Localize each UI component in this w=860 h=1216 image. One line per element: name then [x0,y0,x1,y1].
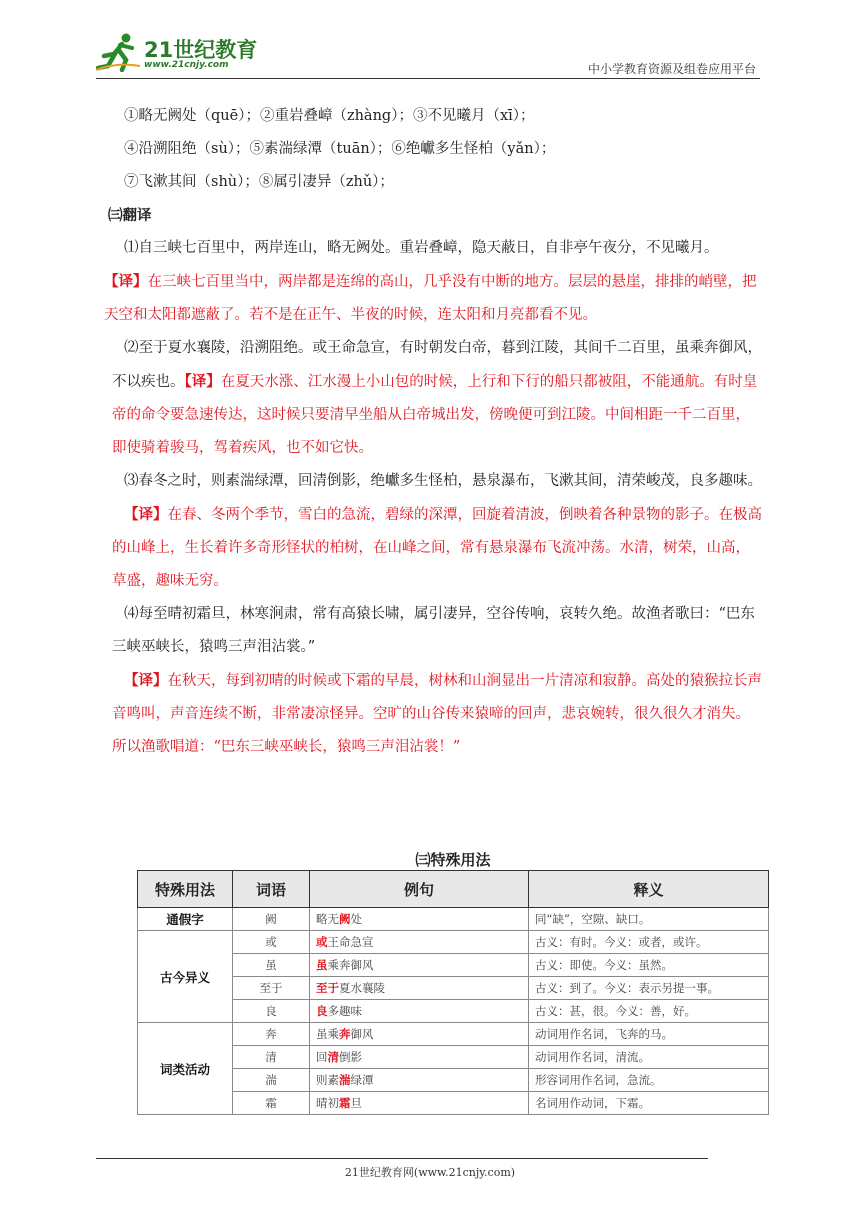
usage-meaning: 古义：即使。今义：虽然。 [529,954,769,977]
usage-word: 霜 [233,1092,310,1115]
pronunciation-line-1: ①略无阙处（quē）；②重岩叠嶂（zhàng）；③不见曦月（xī）； [124,108,535,124]
example-text: 旦 [350,1096,362,1110]
table-title: ㈢特殊用法 [415,851,491,869]
example-text: 处 [350,912,362,926]
usage-meaning: 古义：甚，很。今义：善，好。 [529,1000,769,1023]
logo-url: www.21cnjy.com [144,60,229,70]
example-text: 倒影 [339,1050,362,1064]
example-text: 晴初 [316,1096,339,1110]
example-text: 绿潭 [350,1073,374,1087]
usage-category: 通假字 [138,908,233,931]
usage-example [310,1046,529,1069]
usage-word: 奔 [233,1023,310,1046]
usage-example [310,1069,529,1092]
header-usage: 特殊用法 [138,871,233,908]
source-paragraph-1: ⑴自三峡七百里中，两岸连山，略无阙处。重岩叠嶂，隐天蔽日，自非亭午夜分，不见曦月。 [124,240,719,256]
usage-example [310,908,529,931]
translation-paragraph-4 [112,664,762,764]
section-heading-translation: ㈢翻译 [108,207,152,224]
special-usage-table [137,870,769,1115]
table-row [138,1046,769,1069]
usage-meaning: 动词用作名词，飞奔的马。 [529,1023,769,1046]
platform-label: 中小学教育资源及组卷应用平台 [587,62,756,76]
runner-logo-icon [96,32,142,72]
table-row [138,954,769,977]
usage-category: 词类活动 [138,1023,233,1115]
pronunciation-line-3: ⑦飞漱其间（shù）；⑧属引凄异（zhǔ）； [124,174,394,190]
usage-example [310,1092,529,1115]
example-highlight: 阙 [339,912,351,926]
source-paragraph-3: ⑶春冬之时，则素湍绿潭，回清倒影，绝巘多生怪柏，悬泉瀑布，飞漱其间，清荣峻茂，良多趣味。 [124,473,762,489]
translation-tag: 【译】 [124,672,168,689]
footer-divider [96,1158,708,1159]
translation-paragraph-1 [104,265,762,332]
table-row [138,977,769,1000]
translation-tag: 【译】 [124,506,168,523]
usage-word: 阙 [233,908,310,931]
usage-word: 虽 [233,954,310,977]
usage-meaning: 同“缺”，空隙、缺口。 [529,908,769,931]
usage-word: 清 [233,1046,310,1069]
logo-text: 21世纪教育 [144,38,258,62]
example-highlight: 清 [327,1050,339,1064]
example-text: 御风 [350,1027,374,1041]
source-paragraph-4: ⑷每至晴初霜旦，林寒涧肃，常有高猿长啸，属引凄异，空谷传响，哀转久绝。故渔者歌曰：“巴东三峡巫峡长，猿鸣三声泪沾裳。” [112,606,755,655]
example-highlight: 虽 [316,958,328,972]
usage-meaning: 名词用作动词，下霜。 [529,1092,769,1115]
usage-word: 至于 [233,977,310,1000]
document-body [104,100,762,764]
example-highlight: 至于 [316,981,339,995]
usage-example [310,931,529,954]
example-highlight: 奔 [339,1027,351,1041]
example-text: 则素 [316,1073,339,1087]
translation-tag: 【译】 [104,273,148,290]
table-header-row [138,871,769,908]
usage-example [310,977,529,1000]
logo [96,32,266,72]
translation-text: 在春、冬两个季节，雪白的急流，碧绿的深潭，回旋着清波，倒映着各种景物的影子。在极高的山峰上，生长着许多奇形怪状的柏树，在山峰之间，常有悬泉瀑布飞流冲荡。水清，树荣，山高，草盛，趣味无穷。 [112,507,762,589]
table-row [138,908,769,931]
usage-meaning: 形容词用作名词，急流。 [529,1069,769,1092]
source-text: ⑵至于夏水襄陵，沿溯阻绝。或王命急宣，有时朝发白帝，暮到江陵，其间千二百里，虽乘奔御风，不以疾也。 [112,340,762,390]
translation-text: 在三峡七百里当中，两岸都是连绵的高山，几乎没有中断的地方。层层的悬崖，排排的峭壁，把天空和太阳都遮蔽了。若不是在正午、半夜的时候，连太阳和月亮都看不见。 [104,274,757,323]
usage-meaning: 古义：到了。今义：表示另提一事。 [529,977,769,1000]
table-row [138,1023,769,1046]
usage-category: 古今异义 [138,931,233,1023]
page-footer: 21世纪教育网(www.21cnjy.com) [344,1166,516,1179]
source-paragraph-2 [112,332,762,465]
example-highlight: 湍 [339,1073,351,1087]
example-text: 多趣味 [327,1004,362,1018]
usage-meaning: 古义：有时。今义：或者，或许。 [529,931,769,954]
usage-example [310,1023,529,1046]
example-text: 虽乘 [316,1027,339,1041]
example-text: 王命急宣 [327,935,374,949]
usage-word: 湍 [233,1069,310,1092]
example-text: 乘奔御风 [327,958,374,972]
table-row [138,1069,769,1092]
usage-word: 或 [233,931,310,954]
translation-tag: 【译】 [184,373,221,390]
table-row [138,1092,769,1115]
page-header [96,28,760,79]
example-text: 夏水襄陵 [339,981,385,995]
translation-text: 在秋天，每到初晴的时候或下霜的早晨，树林和山涧显出一片清凉和寂静。高处的猿猴拉长声音鸣叫，声音连续不断，非常凄凉怪异。空旷的山谷传来猿啼的回声，悲哀婉转，很久很久才消失。所以渔歌唱道：“巴东三峡巫峡长，猿鸣三声泪沾裳！” [112,673,762,755]
example-highlight: 或 [316,935,328,949]
translation-text: 在夏天水涨、江水漫上小山包的时候，上行和下行的船只都被阻，不能通航。有时皇帝的命令要急速传达，这时候只要清早坐船从白帝城出发，傍晚便可到江陵。中间相距一千二百里，即使骑着骏马，驾着疾风，也不如它快。 [112,374,758,456]
header-example: 例句 [310,871,529,908]
usage-example [310,1000,529,1023]
usage-example [310,954,529,977]
table-row [138,931,769,954]
header-word: 词语 [233,871,310,908]
example-highlight: 良 [316,1004,328,1018]
translation-paragraph-3 [112,498,762,598]
table-row [138,1000,769,1023]
header-meaning: 释义 [529,871,769,908]
example-text: 回 [316,1050,328,1064]
example-highlight: 霜 [339,1096,351,1110]
table-body [138,908,769,1115]
usage-meaning: 动词用作名词，清流。 [529,1046,769,1069]
example-text: 略无 [316,912,339,926]
pronunciation-line-2: ④沿溯阻绝（sù）；⑤素湍绿潭（tuān）；⑥绝巘多生怪柏（yǎn）； [124,141,556,157]
special-usage-table-block [137,850,769,1110]
usage-word: 良 [233,1000,310,1023]
